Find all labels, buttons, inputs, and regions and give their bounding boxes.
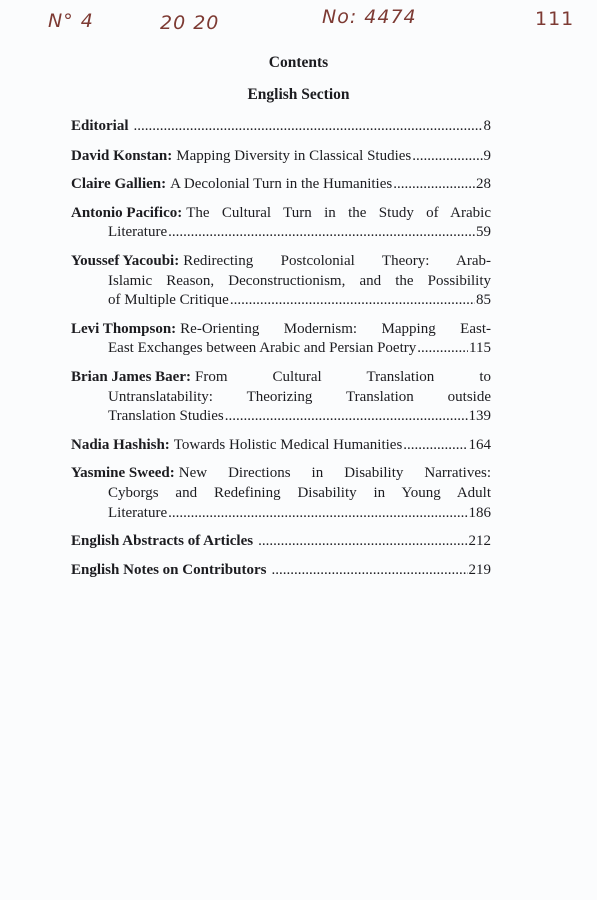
- toc-entry: [71, 464, 491, 523]
- toc-entry: [71, 175, 491, 195]
- toc-line: [71, 291, 491, 311]
- toc-title-text: Mapping Diversity in Classical Studies: [176, 147, 412, 164]
- toc-author: Claire Gallien:: [71, 176, 167, 193]
- toc-entry: [71, 368, 491, 427]
- toc-line: [71, 504, 491, 524]
- toc-author: Levi Thompson:: [71, 320, 177, 337]
- toc-title-text: Literature: [108, 504, 168, 521]
- dot-leader: [403, 436, 467, 456]
- page-number: 219: [468, 561, 491, 578]
- page-title: Contents: [268, 54, 329, 71]
- toc-title-text: Redirecting Postcolonial Theory: Arab-: [183, 252, 491, 269]
- page-number: 9: [483, 147, 491, 164]
- dot-leader: [271, 561, 467, 581]
- dot-leader: [412, 147, 482, 167]
- toc-line: [71, 339, 491, 359]
- handwritten-year: 20 20: [160, 12, 220, 34]
- toc-title-text: New Directions in Disability Narratives:: [178, 465, 491, 482]
- toc-line: [71, 175, 491, 195]
- dot-leader: [417, 339, 468, 359]
- toc-line: [71, 117, 491, 137]
- toc-entry: [71, 117, 491, 137]
- dot-leader: [168, 223, 475, 243]
- handwritten-corner-mark: 111: [535, 8, 575, 30]
- toc-entry: [71, 147, 491, 167]
- toc-line: [71, 407, 491, 427]
- toc-line: [71, 388, 491, 408]
- toc-author: Editorial: [71, 118, 129, 134]
- handwritten-issue-number: N° 4: [48, 10, 94, 32]
- section-title: English Section: [247, 86, 350, 103]
- dot-leader: [168, 504, 467, 524]
- toc-entry: [71, 436, 491, 456]
- page-number: 139: [468, 408, 491, 425]
- table-of-contents: [71, 117, 491, 580]
- toc-line: [71, 464, 491, 484]
- toc-entry: [71, 204, 491, 243]
- toc-title-text: Translation Studies: [108, 408, 224, 425]
- page-number: 28: [476, 176, 491, 193]
- toc-title-text: Literature: [108, 224, 168, 241]
- page-number: 85: [476, 292, 491, 309]
- toc-title-text: Towards Holistic Medical Humanities: [173, 436, 403, 453]
- toc-entry: [71, 320, 491, 359]
- toc-line: [71, 484, 491, 504]
- handwritten-catalog-number: No: 4474: [322, 6, 417, 28]
- toc-author: English Notes on Contributors: [71, 561, 267, 578]
- toc-line: [71, 252, 491, 272]
- dot-leader: [134, 117, 483, 137]
- toc-title-text: From Cultural Translation to: [194, 368, 491, 385]
- toc-line: [71, 368, 491, 388]
- page-number: 212: [468, 533, 491, 550]
- toc-entry: [71, 252, 491, 311]
- toc-line: [71, 223, 491, 243]
- page-number: 115: [469, 340, 491, 357]
- toc-title-text: Islamic Reason, Deconstructionism, and the Possibility: [108, 272, 491, 289]
- toc-title-text: East Exchanges between Arabic and Persian Poetry: [108, 340, 417, 357]
- toc-author: David Konstan:: [71, 147, 173, 164]
- toc-author: English Abstracts of Articles: [71, 533, 254, 550]
- toc-author: Antonio Pacifico:: [71, 204, 183, 221]
- toc-entry: [71, 561, 491, 581]
- toc-line: [71, 561, 491, 581]
- toc-title-text: Untranslatability: Theorizing Translation outside: [108, 388, 491, 405]
- dot-leader: [230, 291, 475, 311]
- toc-title-text: Cyborgs and Redefining Disability in Young Adult: [108, 484, 491, 501]
- toc-title-text: Re-Orienting Modernism: Mapping East-: [180, 320, 491, 337]
- page-number: 59: [476, 224, 491, 241]
- toc-line: [71, 320, 491, 340]
- toc-line: [71, 147, 491, 167]
- toc-title-text: A Decolonial Turn in the Humanities: [170, 176, 393, 193]
- page-number: 164: [468, 436, 491, 453]
- page-number: 186: [468, 504, 491, 521]
- toc-author: Yasmine Sweed:: [71, 465, 175, 482]
- toc-title-text: The Cultural Turn in the Study of Arabic: [186, 204, 491, 221]
- dot-leader: [258, 532, 467, 552]
- toc-line: [71, 204, 491, 224]
- toc-line: [71, 272, 491, 292]
- dot-leader: [393, 175, 475, 195]
- toc-author: Nadia Hashish:: [71, 436, 170, 453]
- toc-entry: [71, 532, 491, 552]
- toc-author: Youssef Yacoubi:: [71, 252, 180, 269]
- toc-line: [71, 436, 491, 456]
- page-number: 8: [483, 118, 491, 134]
- toc-line: [71, 532, 491, 552]
- dot-leader: [225, 407, 468, 427]
- toc-author: Brian James Baer:: [71, 368, 191, 385]
- toc-title-text: of Multiple Critique: [108, 292, 229, 309]
